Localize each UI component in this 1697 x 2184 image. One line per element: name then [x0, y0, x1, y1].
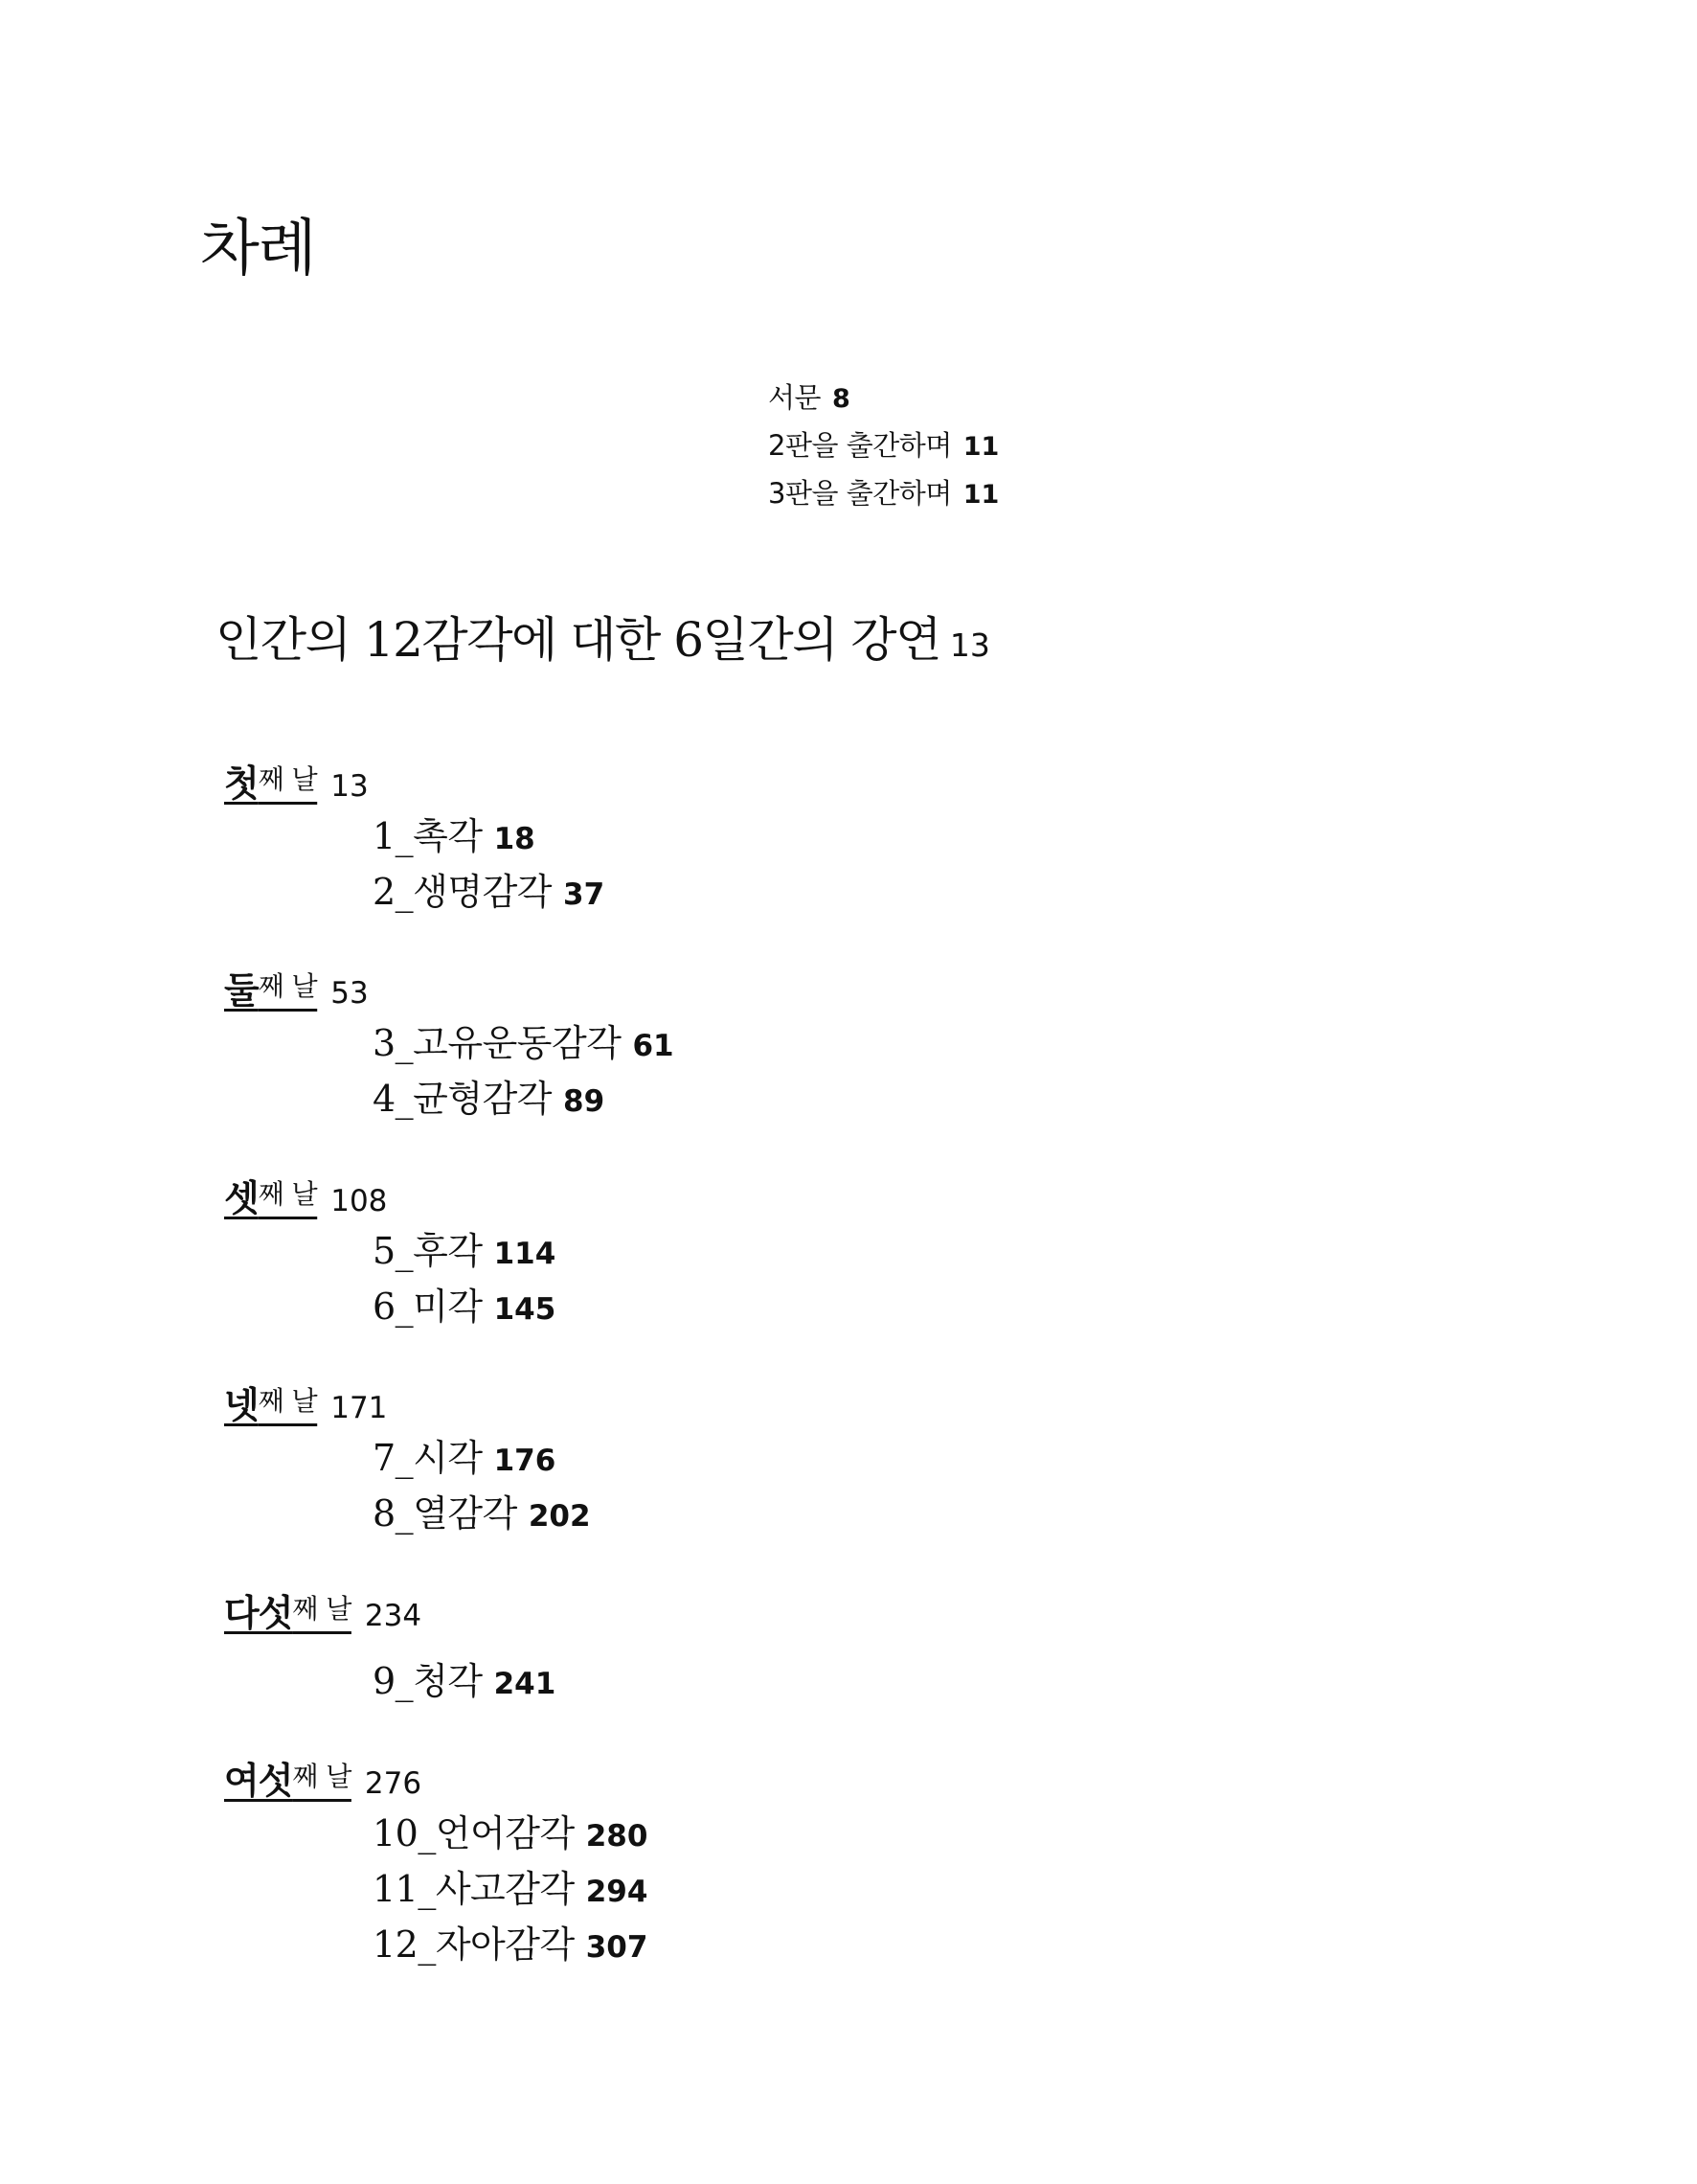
- chapter-title: 5_후각: [373, 1230, 483, 1272]
- page-title: 차례: [200, 214, 315, 284]
- chapter-page: 37: [563, 877, 605, 912]
- chapter-list: [373, 1653, 555, 1709]
- day-suffix: 째 날: [292, 1761, 351, 1792]
- chapter-title: 7_시각: [373, 1437, 483, 1479]
- chapter-title: 1_촉각: [373, 815, 483, 857]
- day-section-2: [224, 958, 674, 1126]
- day-suffix: 째 날: [258, 1385, 318, 1417]
- chapter-item[interactable]: [373, 1806, 647, 1861]
- chapter-page: 89: [563, 1084, 605, 1119]
- day-heading[interactable]: [224, 958, 674, 1015]
- chapter-page: 202: [528, 1499, 591, 1534]
- day-heading[interactable]: [224, 751, 604, 808]
- day-suffix: 째 날: [258, 1178, 318, 1210]
- front-matter-page: 11: [962, 432, 1000, 462]
- chapter-page: 145: [493, 1292, 556, 1327]
- day-name: [224, 969, 318, 1012]
- day-page: 276: [364, 1766, 422, 1801]
- chapter-item[interactable]: [373, 1861, 647, 1917]
- day-section-5: [224, 1581, 555, 1709]
- chapter-title: 12_자아감각: [373, 1923, 575, 1966]
- day-heading[interactable]: [224, 1166, 555, 1223]
- day-page: 171: [330, 1391, 388, 1425]
- day-ordinal: 둘: [224, 969, 259, 1012]
- chapter-list: [373, 1806, 647, 1972]
- day-heading[interactable]: [224, 1581, 555, 1638]
- day-name: [224, 1760, 351, 1802]
- chapter-item[interactable]: [373, 1430, 591, 1486]
- front-matter-list: [768, 374, 999, 517]
- chapter-page: 307: [585, 1930, 648, 1965]
- day-name: [224, 1384, 318, 1426]
- chapter-title: 4_균형감각: [373, 1078, 553, 1120]
- day-heading[interactable]: [224, 1748, 647, 1806]
- main-heading[interactable]: [215, 602, 990, 671]
- day-ordinal: 다섯: [224, 1592, 293, 1634]
- day-suffix: 째 날: [292, 1593, 351, 1625]
- day-section-3: [224, 1166, 555, 1334]
- chapter-title: 3_고유운동감각: [373, 1022, 622, 1064]
- chapter-item[interactable]: [373, 1223, 555, 1279]
- front-matter-page: 11: [962, 480, 1000, 510]
- day-name: [224, 762, 318, 805]
- day-name: [224, 1592, 351, 1634]
- day-ordinal: 첫: [224, 762, 259, 805]
- chapter-item[interactable]: [373, 1279, 555, 1334]
- day-suffix: 째 날: [258, 763, 318, 795]
- chapter-page: 280: [585, 1819, 648, 1854]
- day-suffix: 째 날: [258, 970, 318, 1002]
- day-ordinal: 여섯: [224, 1760, 293, 1802]
- day-section-6: [224, 1748, 647, 1972]
- day-page: 13: [330, 769, 369, 804]
- chapter-page: 61: [632, 1029, 674, 1063]
- chapter-title: 9_청각: [373, 1660, 483, 1702]
- day-ordinal: 넷: [224, 1384, 259, 1426]
- front-matter-item-2nd-edition[interactable]: [768, 421, 999, 469]
- day-section-4: [224, 1373, 591, 1541]
- main-heading-label: 인간의 12감각에 대한 6일간의 강연: [215, 612, 940, 668]
- chapter-item[interactable]: [373, 864, 604, 920]
- chapter-item[interactable]: [373, 1653, 555, 1709]
- chapter-list: [373, 1015, 674, 1126]
- front-matter-label: 2판을 출간하며: [768, 429, 952, 462]
- chapter-list: [373, 1223, 555, 1334]
- chapter-page: 294: [585, 1875, 648, 1909]
- chapter-item[interactable]: [373, 808, 604, 864]
- front-matter-label: 서문: [768, 381, 822, 414]
- chapter-page: 241: [493, 1667, 556, 1701]
- day-page: 234: [364, 1599, 422, 1633]
- day-page: 108: [330, 1184, 388, 1218]
- chapter-title: 6_미각: [373, 1285, 483, 1328]
- chapter-item[interactable]: [373, 1015, 674, 1071]
- chapter-item[interactable]: [373, 1486, 591, 1541]
- chapter-title: 8_열감각: [373, 1492, 517, 1535]
- chapter-item[interactable]: [373, 1071, 674, 1126]
- day-page: 53: [330, 976, 369, 1011]
- day-section-1: [224, 751, 604, 920]
- chapter-title: 10_언어감각: [373, 1812, 575, 1854]
- day-heading[interactable]: [224, 1373, 591, 1430]
- chapter-page: 176: [493, 1444, 556, 1478]
- front-matter-item-preface[interactable]: [768, 374, 999, 421]
- front-matter-label: 3판을 출간하며: [768, 477, 952, 510]
- day-ordinal: 셋: [224, 1177, 259, 1219]
- front-matter-page: 8: [832, 384, 850, 414]
- chapter-page: 18: [493, 822, 535, 856]
- chapter-page: 114: [493, 1237, 556, 1271]
- day-name: [224, 1177, 318, 1219]
- chapter-item[interactable]: [373, 1917, 647, 1972]
- chapter-list: [373, 1430, 591, 1541]
- chapter-list: [373, 808, 604, 920]
- front-matter-item-3rd-edition[interactable]: [768, 469, 999, 517]
- chapter-title: 2_생명감각: [373, 871, 553, 913]
- main-heading-page: 13: [949, 626, 990, 664]
- chapter-title: 11_사고감각: [373, 1868, 575, 1910]
